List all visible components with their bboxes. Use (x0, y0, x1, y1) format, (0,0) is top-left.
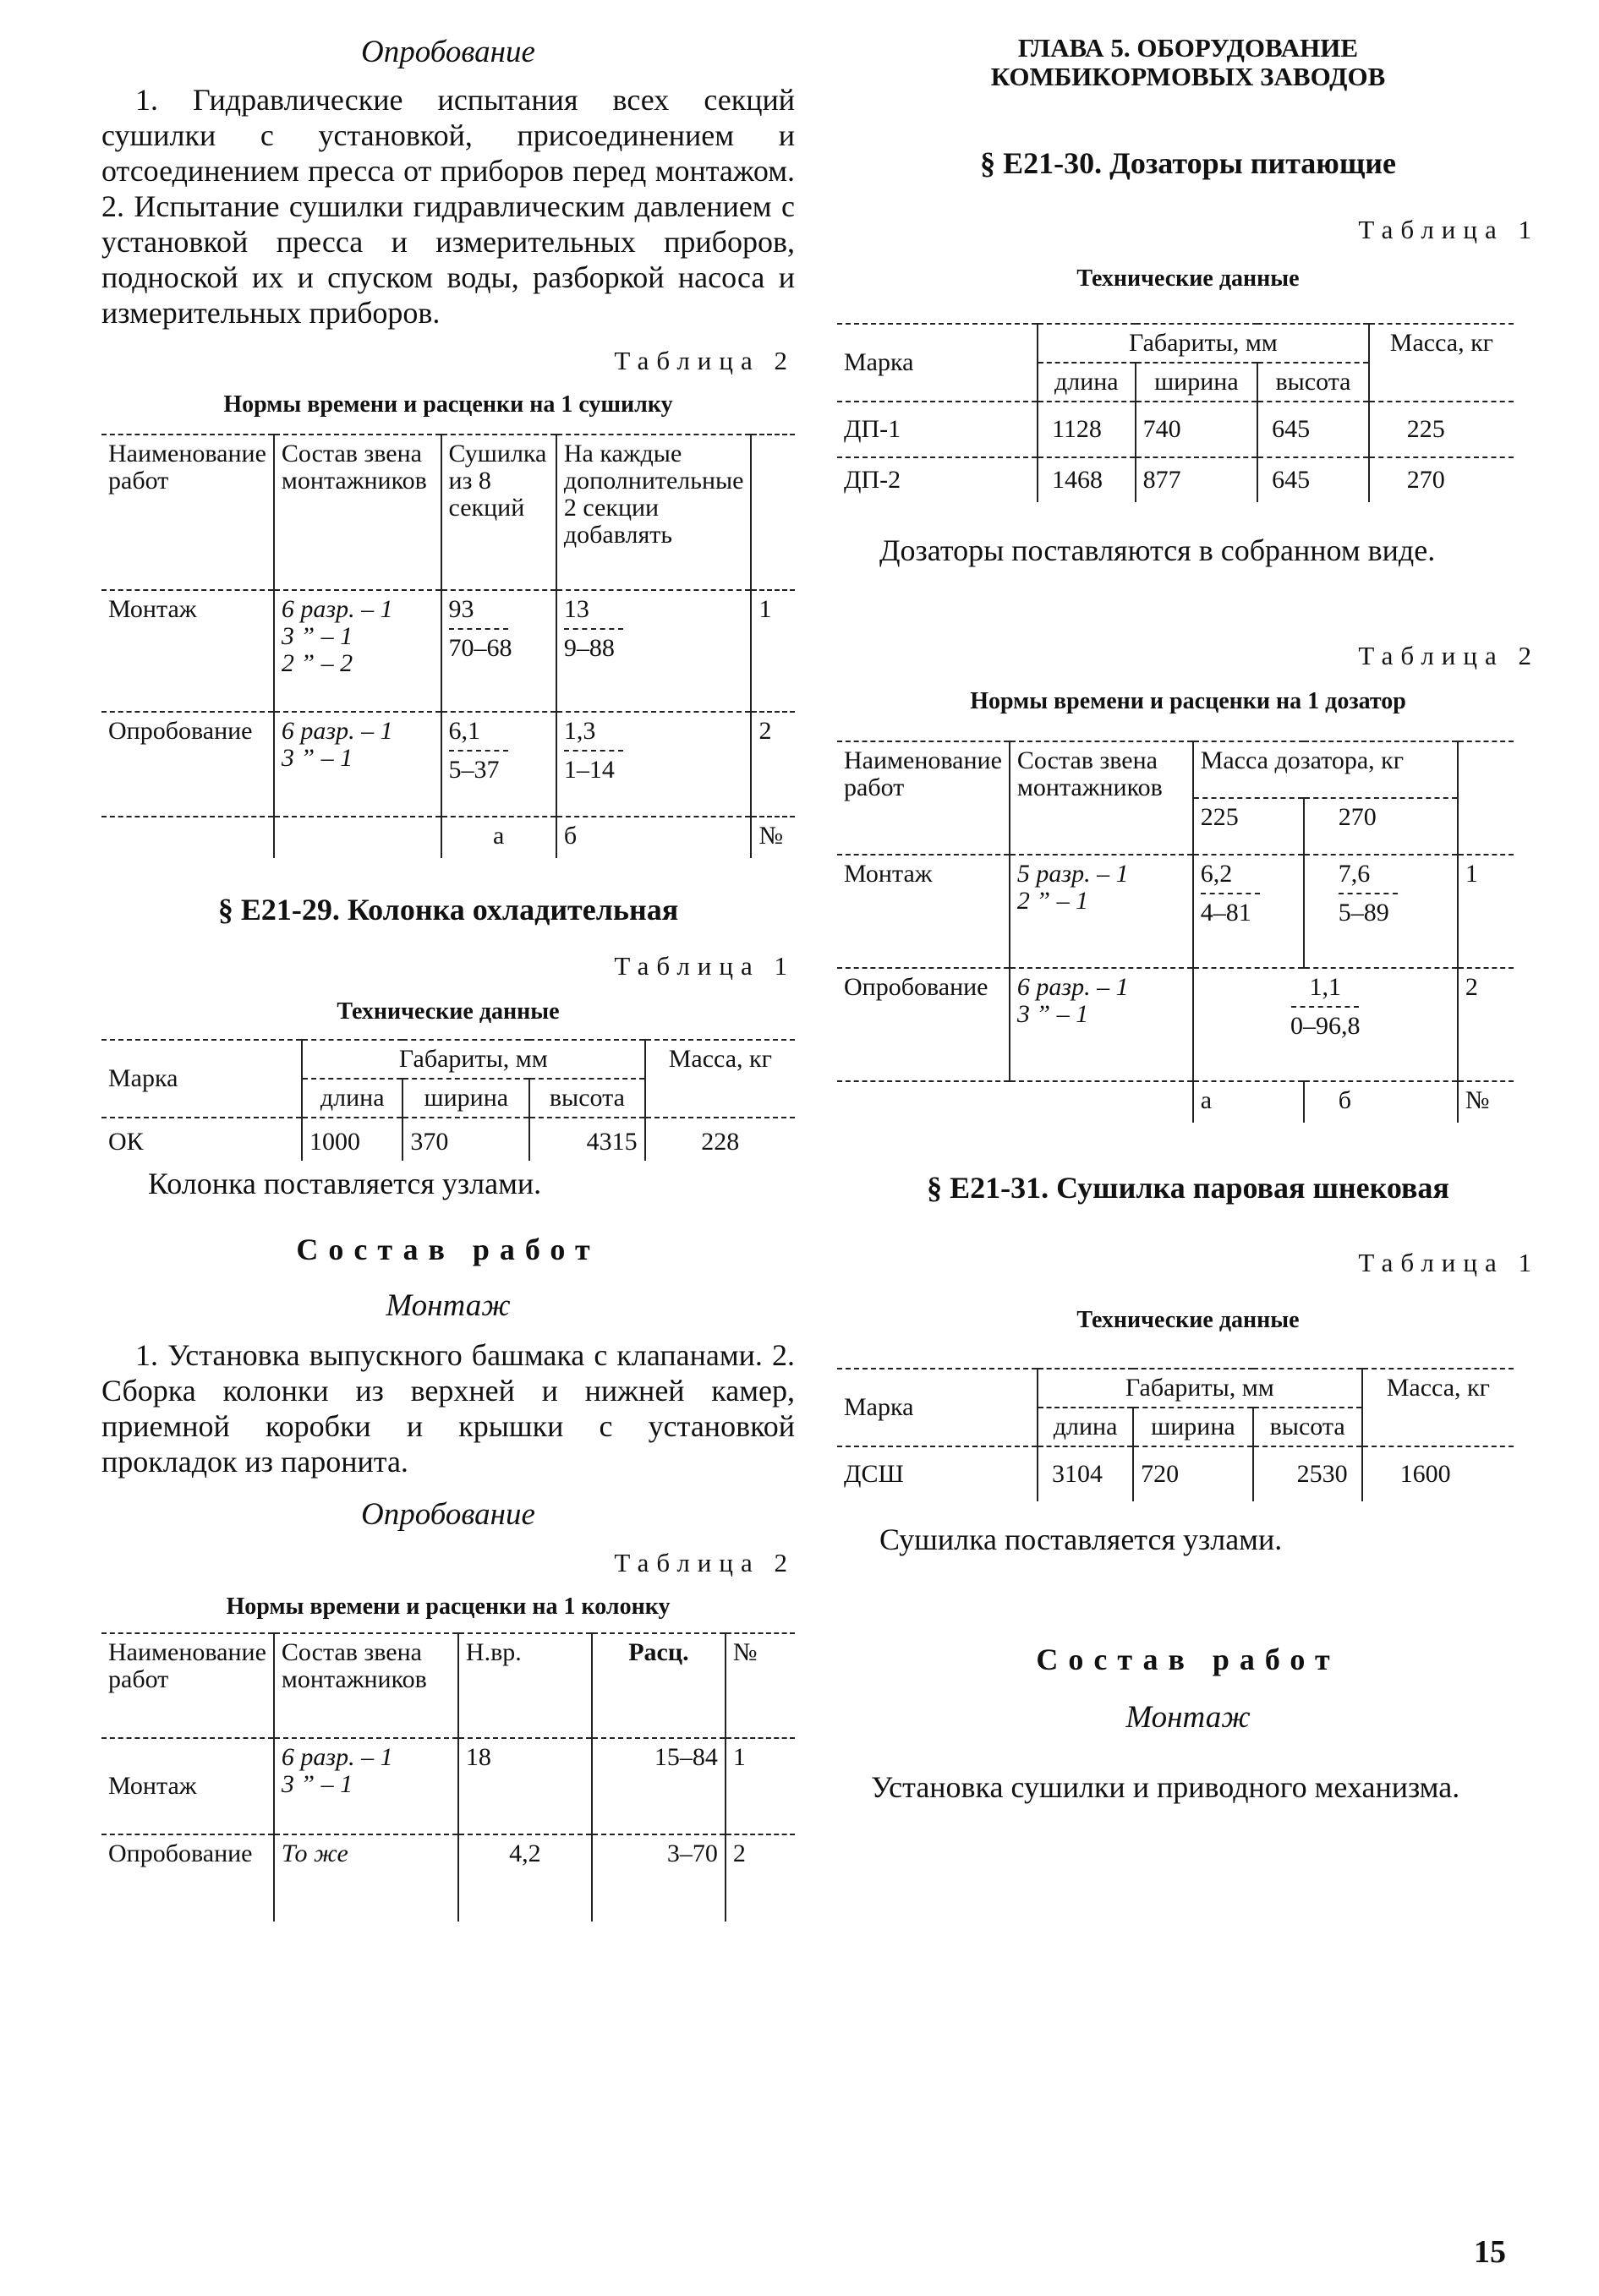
col-header-mass-225: 225 (1193, 798, 1304, 855)
row-name: Монтаж (101, 590, 274, 712)
cell-width: 740 (1136, 402, 1258, 457)
row-name: Опробование (837, 968, 1010, 1081)
fraction-line (1339, 893, 1398, 894)
table-label: Таблица 2 (614, 1548, 795, 1577)
rate: 9–88 (563, 634, 615, 662)
table-header-row (101, 1633, 795, 1738)
crew-line: 5 разр. – 1 (1016, 860, 1129, 888)
crew-line: 6 разр. – 1 (281, 717, 393, 745)
table-caption: Технические данные (337, 998, 560, 1025)
time-norm: 6,1 (448, 717, 481, 745)
crew-line: 2 ” – 2 (281, 649, 353, 677)
row-number: 2 (726, 1834, 795, 1922)
col-header-crew: Состав звена монтажников (1010, 741, 1193, 855)
table-row (837, 855, 1514, 968)
table-row (101, 1834, 795, 1922)
table-label: Таблица 1 (614, 951, 795, 981)
cell-height: 2530 (1253, 1446, 1362, 1501)
mounting-heading: Монтаж (1125, 1700, 1251, 1735)
col-header-extra-sections: На каждые дополнительные 2 секции добавлять (556, 435, 752, 590)
col-header-dimensions: Габариты, мм (1038, 1369, 1362, 1408)
rate: 5–37 (448, 756, 500, 784)
rate: 4–81 (1200, 899, 1251, 927)
dispenser-norms-table (837, 741, 1514, 1123)
col-header-length: длина (1038, 363, 1136, 402)
crew-line: 3 ” – 1 (281, 744, 353, 772)
time-norm: 13 (563, 595, 589, 623)
col-header-height: высота (1257, 363, 1369, 402)
cell-mass: 228 (645, 1118, 795, 1161)
table-row (837, 1446, 1514, 1501)
cell-length: 1468 (1038, 457, 1136, 502)
table-row (837, 402, 1514, 457)
row-value-a (1193, 855, 1304, 968)
cell-mass: 225 (1369, 402, 1514, 457)
crew-line: 6 разр. – 1 (281, 595, 393, 623)
cell-height: 4315 (529, 1118, 644, 1161)
crew-line: 3 ” – 1 (281, 1770, 353, 1798)
col-header-number: № (726, 1633, 795, 1738)
col-header-brand: Марка (837, 324, 1038, 402)
column-norms-table (101, 1632, 795, 1922)
crew-line: 3 ” – 1 (281, 622, 353, 650)
row-rate: 3–70 (592, 1834, 726, 1922)
col-header-width: ширина (402, 1079, 529, 1118)
row-number: 1 (726, 1738, 795, 1834)
rate: 1–14 (563, 756, 615, 784)
row-value-b (1304, 855, 1458, 968)
row-crew (1010, 855, 1193, 968)
row-name: Монтаж (101, 1738, 274, 1834)
col-header-height: высота (529, 1079, 644, 1118)
row-value-b (556, 712, 752, 817)
time-norm: 1,1 (1309, 973, 1342, 1001)
row-crew (274, 1738, 458, 1834)
row-number: 1 (751, 590, 795, 712)
mounting-text: Установка сушилки и приводного механизма. (871, 1770, 1460, 1804)
time-norm: 1,3 (563, 717, 596, 745)
table-label: Таблица 2 (614, 346, 795, 375)
col-header-brand: Марка (101, 1040, 302, 1118)
mounting-text: 1. Установка выпускного башмака с клапанами. 2. Сборка колонки из верхней и нижней камер, приемной коробки и крышки с установкой прокладок из паронита. (101, 1338, 795, 1479)
cell-height: 645 (1257, 457, 1369, 502)
cell-width: 370 (402, 1118, 529, 1161)
footer-number: № (751, 817, 795, 858)
supply-note: Колонка поставляется узлами. (148, 1167, 542, 1200)
table-row (837, 457, 1514, 502)
crew-line: 6 разр. – 1 (1016, 973, 1129, 1001)
col-header-height: высота (1253, 1408, 1362, 1446)
col-header-work: Наименование работ (101, 435, 274, 590)
col-header-length: длина (1038, 1408, 1133, 1446)
table-caption: Нормы времени и расценки на 1 сушилку (223, 391, 673, 418)
fraction-line (1291, 1006, 1359, 1008)
drier-specs-table (837, 1368, 1514, 1501)
section-heading: § Е21-30. Дозаторы питающие (980, 146, 1396, 180)
cell-brand: ДСШ (844, 1460, 904, 1488)
chapter-heading: ГЛАВА 5. ОБОРУДОВАНИЕ КОМБИКОРМОВЫХ ЗАВОДОВ (990, 33, 1386, 91)
row-name: Опробование (101, 712, 274, 817)
col-header-mass: Масса, кг (1362, 1369, 1514, 1446)
section-heading: § Е21-29. Колонка охладительная (217, 893, 679, 927)
table-caption: Технические данные (1076, 265, 1300, 292)
supply-note: Сушилка поставляется узлами. (879, 1522, 1283, 1556)
col-header-width: ширина (1133, 1408, 1253, 1446)
page-number: 15 (1474, 2234, 1506, 2270)
row-crew (1010, 968, 1193, 1081)
rate: 0–96,8 (1290, 1012, 1361, 1040)
col-header-work: Наименование работ (837, 741, 1010, 855)
fraction-line (564, 750, 623, 752)
fraction-line (449, 628, 508, 630)
col-header-mass: Масса, кг (1369, 324, 1514, 402)
col-header-crew: Состав звена монтажников (274, 1633, 458, 1738)
testing-heading: Опробование (361, 1497, 535, 1532)
time-norm: 6,2 (1200, 860, 1233, 888)
col-header-mass: Масса, кг (645, 1040, 795, 1118)
table-caption: Нормы времени и расценки на 1 колонку (226, 1594, 671, 1620)
footer-a: а (1193, 1081, 1304, 1123)
table-row (101, 1738, 795, 1834)
table-row (101, 1118, 795, 1161)
section-heading: § Е21-31. Сушилка паровая шнековая (927, 1171, 1449, 1205)
crew-line: 6 разр. – 1 (281, 1743, 393, 1771)
work-composition-heading: Состав работ (1036, 1643, 1340, 1676)
table-caption: Нормы времени и расценки на 1 дозатор (970, 688, 1406, 714)
table-row (101, 712, 795, 817)
drier-norms-table (101, 434, 795, 858)
cell-length: 1000 (302, 1118, 402, 1161)
cell-width: 877 (1136, 457, 1258, 502)
row-name: Опробование (108, 1840, 253, 1867)
col-header-time-norm: Н.вр. (458, 1633, 592, 1738)
footer-number: № (1458, 1081, 1514, 1123)
table-label: Таблица 2 (1358, 641, 1539, 670)
dispenser-specs-table (837, 323, 1514, 502)
col-header-length: длина (302, 1079, 402, 1118)
rate: 5–89 (1338, 899, 1389, 927)
cell-brand: ОК (108, 1128, 144, 1156)
crew-line: 2 ” – 1 (1016, 887, 1089, 915)
row-rate: 15–84 (592, 1738, 726, 1834)
col-header-work: Наименование работ (101, 1633, 274, 1738)
col-header-width: ширина (1136, 363, 1258, 402)
right-column (837, 34, 1539, 1805)
row-number: 2 (1458, 968, 1514, 1081)
cell-width: 720 (1133, 1446, 1253, 1501)
cell-length: 3104 (1038, 1446, 1133, 1501)
time-norm: 93 (448, 595, 474, 623)
row-time-norm: 18 (458, 1738, 592, 1834)
table-row (101, 590, 795, 712)
supply-note: Дозаторы поставляются в собранном виде. (879, 533, 1436, 567)
testing-text: 1. Гидравлические испытания всех секций сушилки с установкой, присоединением и отсоединением пресса от приборов перед монтажом. 2. Испытание сушилки гидравлическим давлением с установкой пресса и измерительных приборов, подноской их и спуском воды, разборкой насоса и измерительных приборов. (101, 83, 795, 330)
table-footer-row (837, 1081, 1514, 1123)
table-caption: Технические данные (1076, 1307, 1300, 1333)
row-value-a (441, 712, 556, 817)
rate: 70–68 (448, 634, 512, 662)
fraction-line (564, 628, 623, 630)
row-crew (274, 590, 441, 712)
work-composition-heading: Состав работ (296, 1233, 600, 1266)
table-label: Таблица 1 (1358, 1248, 1539, 1277)
cell-length: 1128 (1038, 402, 1136, 457)
row-time-norm: 4,2 (458, 1834, 592, 1922)
table-label: Таблица 1 (1358, 215, 1539, 244)
time-norm: 7,6 (1338, 860, 1371, 888)
row-crew (274, 712, 441, 817)
cell-mass: 1600 (1362, 1446, 1514, 1501)
crew-line: 3 ” – 1 (1016, 1000, 1089, 1028)
footer-a: а (441, 817, 556, 858)
col-header-crew: Состав звена монтажников (274, 435, 441, 590)
table-header-row (101, 435, 795, 590)
row-value-ab (1193, 968, 1458, 1081)
left-column (101, 34, 795, 1922)
col-header-brand: Марка (837, 1369, 1038, 1446)
heading-testing: Опробование (361, 35, 535, 69)
footer-b: б (1304, 1081, 1458, 1123)
col-header-8sections: Сушилка из 8 секций (441, 435, 556, 590)
row-number: 1 (1458, 855, 1514, 968)
footer-b: б (556, 817, 752, 858)
cell-height: 645 (1257, 402, 1369, 457)
column-specs-table (101, 1039, 795, 1161)
col-header-empty (751, 435, 795, 590)
col-header-mass-270: 270 (1304, 798, 1458, 855)
cell-brand: ДП-2 (844, 466, 901, 494)
col-header-dimensions: Габариты, мм (302, 1040, 645, 1079)
col-header-dispenser-mass: Масса дозатора, кг (1193, 741, 1458, 798)
crew-line: То же (281, 1840, 348, 1867)
cell-mass: 270 (1369, 457, 1514, 502)
cell-brand: ДП-1 (837, 402, 1038, 457)
col-header-rate: Расц. (592, 1633, 726, 1738)
table-footer-row (101, 817, 795, 858)
row-value-a (441, 590, 556, 712)
row-value-b (556, 590, 752, 712)
row-number: 2 (751, 712, 795, 817)
table-row (837, 968, 1514, 1081)
fraction-line (1201, 893, 1260, 894)
row-crew (274, 1834, 458, 1922)
mounting-heading: Монтаж (386, 1288, 511, 1323)
fraction-line (449, 750, 508, 752)
col-header-dimensions: Габариты, мм (1038, 324, 1369, 363)
row-name: Монтаж (837, 855, 1010, 968)
